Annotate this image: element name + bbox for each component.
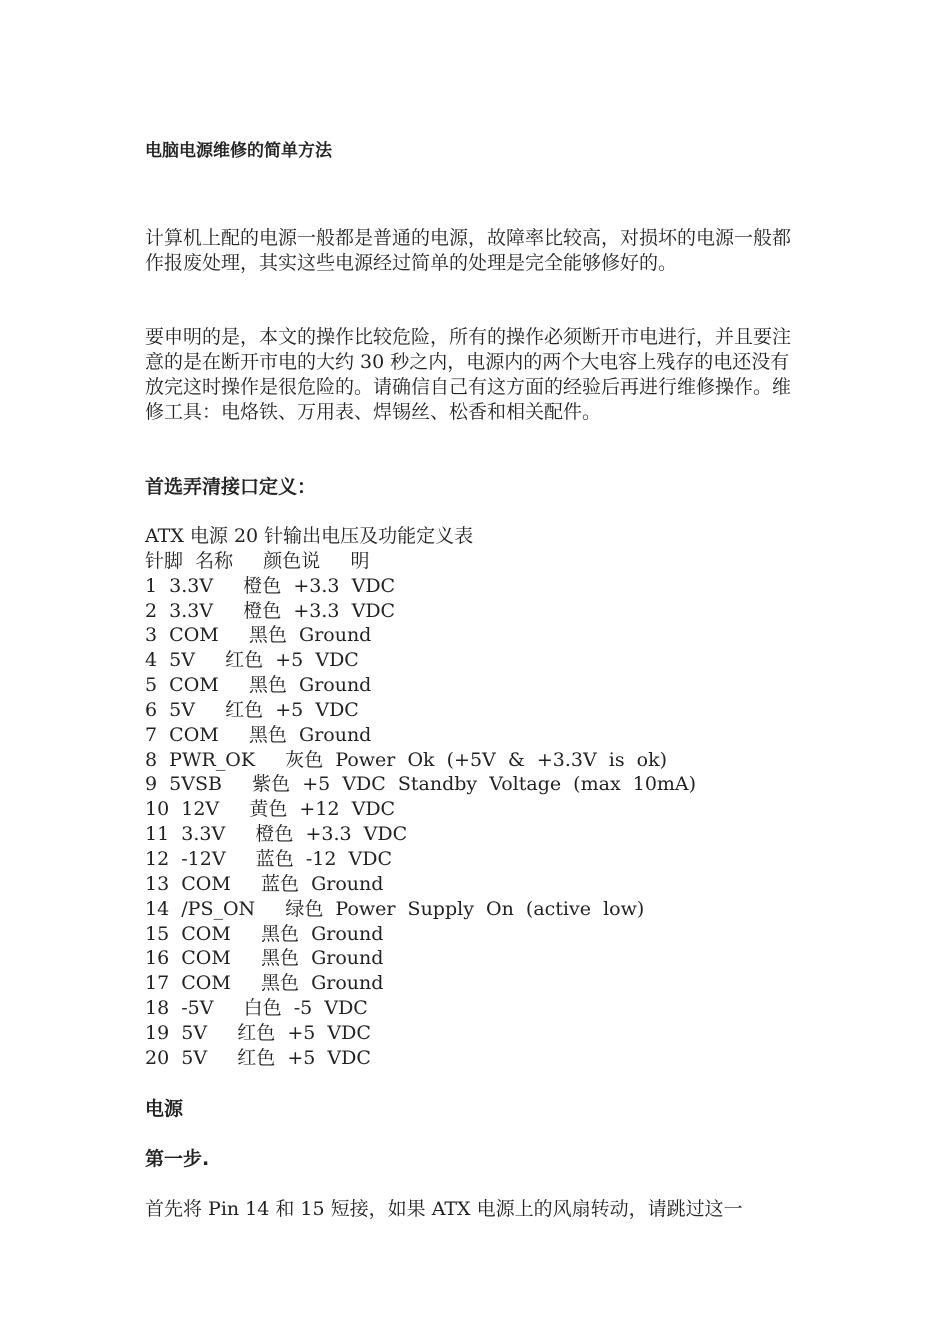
- table-row: 10 12V 黄色 +12 VDC: [145, 798, 396, 821]
- table-row: 13 COM 蓝色 Ground: [145, 872, 384, 895]
- table-row: 17 COM 黑色 Ground: [145, 972, 384, 995]
- warning-paragraph: 要申明的是，本文的操作比较危险，所有的操作必须断开市电进行，并且要注意的是在断开市电的大约 30 秒之内，电源内的两个大电容上残存的电还没有放完这时操作是很危险的。请确信自己有这方面的经验后再进行维修操作。维修工具：电烙铁、万用表、焊锡丝、松香和相关配件。: [145, 326, 792, 423]
- document-title: 电脑电源维修的简单方法: [145, 141, 332, 161]
- table-row: 16 COM 黑色 Ground: [145, 947, 384, 970]
- interface-heading: 首选弄清接口定义：: [145, 476, 317, 498]
- step1-paragraph: 首先将 Pin 14 和 15 短接，如果 ATX 电源上的风扇转动，请跳过这一: [145, 1198, 743, 1220]
- power-heading: 电源: [145, 1098, 184, 1120]
- table-row: 2 3.3V 橙色 +3.3 VDC: [145, 599, 396, 622]
- table-title: ATX 电源 20 针输出电压及功能定义表: [145, 525, 474, 547]
- intro-paragraph: 计算机上配的电源一般都是普通的电源，故障率比较高，对损坏的电源一般都作报废处理，其实这些电源经过简单的处理是完全能够修好的。: [145, 227, 792, 274]
- table-row: 7 COM 黑色 Ground: [145, 723, 372, 746]
- table-row: 20 5V 红色 +5 VDC: [145, 1046, 371, 1069]
- table-header: 针脚 名称 颜色说 明: [145, 549, 370, 572]
- table-row: 19 5V 红色 +5 VDC: [145, 1021, 371, 1044]
- table-row: 9 5VSB 紫色 +5 VDC Standby Voltage (max 10mA): [145, 773, 697, 796]
- table-row: 5 COM 黑色 Ground: [145, 674, 372, 697]
- table-row: 15 COM 黑色 Ground: [145, 922, 384, 945]
- table-row: 11 3.3V 橙色 +3.3 VDC: [145, 823, 408, 846]
- table-row: 3 COM 黑色 Ground: [145, 624, 372, 647]
- table-row: 8 PWR_OK 灰色 Power Ok (+5V & +3.3V is ok): [145, 748, 668, 771]
- table-row: 1 3.3V 橙色 +3.3 VDC: [145, 574, 396, 597]
- table-row: 4 5V 红色 +5 VDC: [145, 649, 359, 672]
- table-row: 6 5V 红色 +5 VDC: [145, 698, 359, 721]
- step1-heading: 第一步.: [145, 1148, 210, 1170]
- pin-definition-table: [145, 524, 696, 1071]
- table-row: 14 /PS_ON 绿色 Power Supply On (active low): [145, 897, 645, 920]
- table-row: 12 -12V 蓝色 -12 VDC: [145, 847, 393, 870]
- table-row: 18 -5V 白色 -5 VDC: [145, 997, 368, 1020]
